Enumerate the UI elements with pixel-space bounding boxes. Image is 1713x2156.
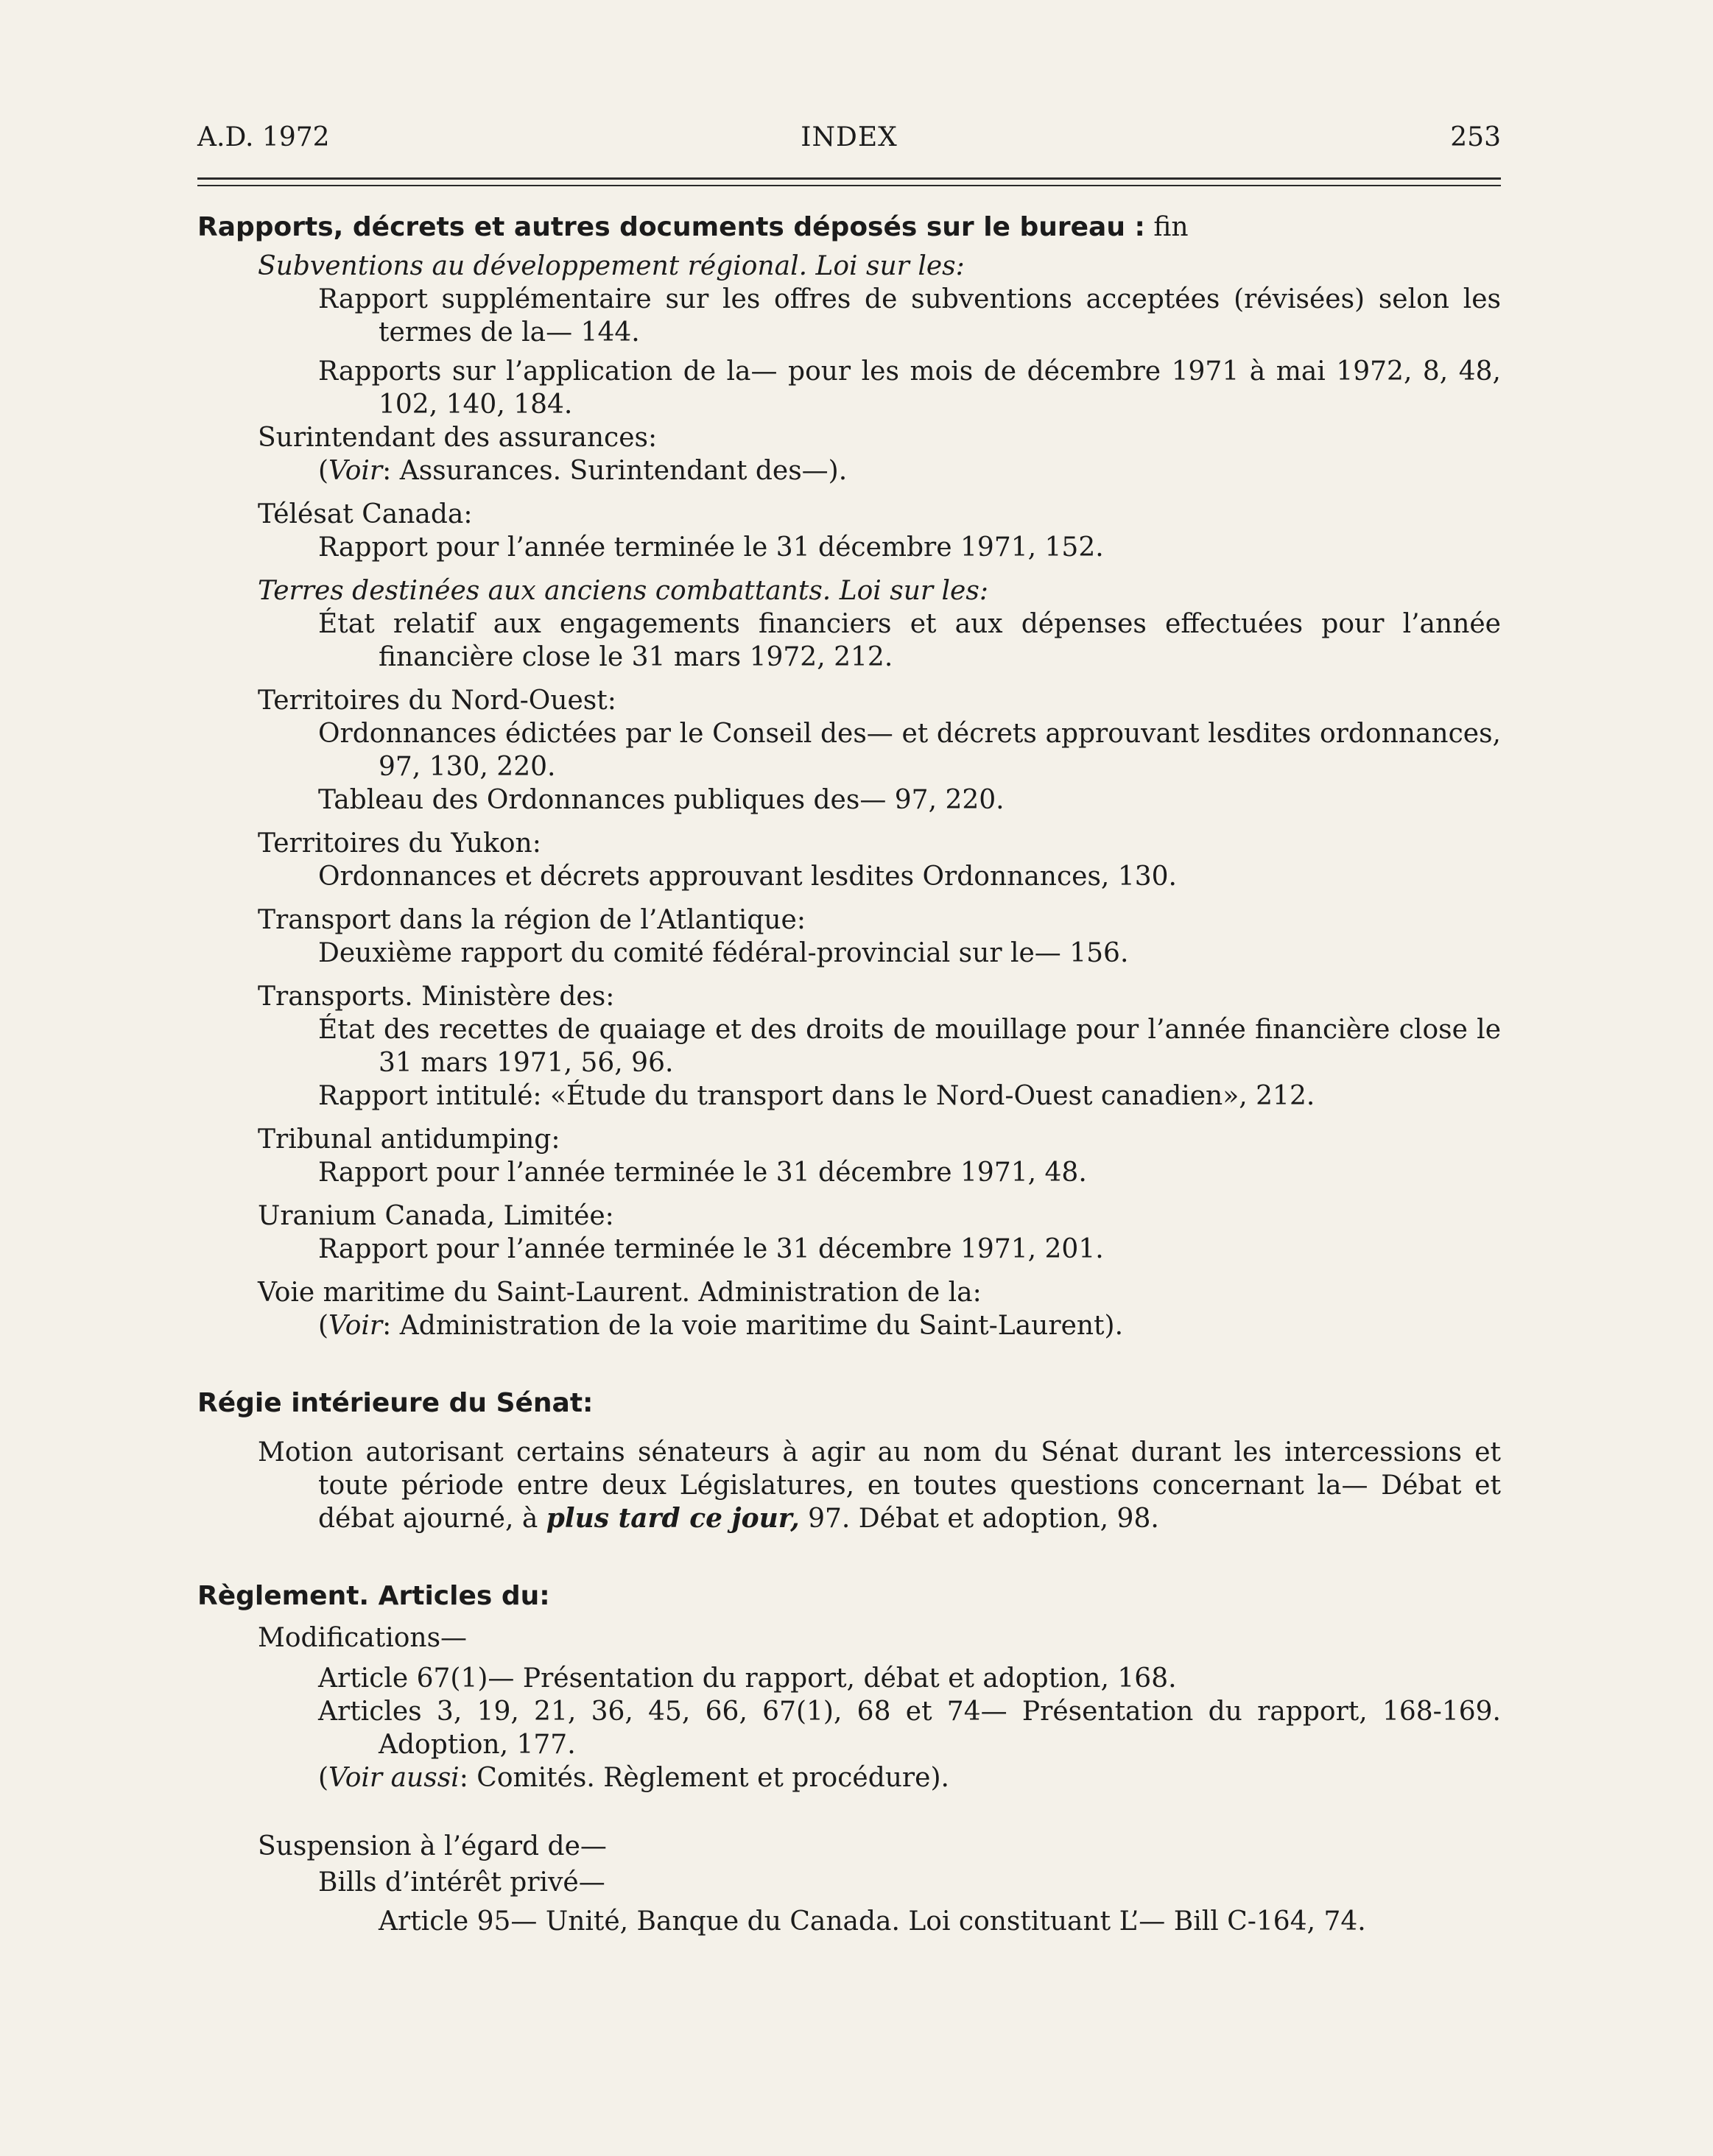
- entry-antidumping-title: Tribunal antidumping:: [258, 1124, 560, 1155]
- entry-atlantique-title: Transport dans la région de l’Atlantique:: [258, 905, 806, 935]
- entry-subventions-title: Subventions au développement régional. Loi sur les:: [258, 251, 965, 281]
- entry-articles-list: Articles 3, 19, 21, 36, 45, 66, 67(1), 68 et 74— Présentation du rapport, 168-169. Adoption, 177.: [318, 1697, 1501, 1760]
- header-rule-top: [197, 177, 1501, 180]
- voir-aussi-label: Voir aussi: [328, 1763, 460, 1793]
- entry-transports-2: Rapport intitulé: «Étude du transport dans le Nord-Ouest canadien», 212.: [318, 1081, 1315, 1111]
- section-heading-text: Rapports, décrets et autres documents déposés sur le bureau :: [197, 212, 1145, 242]
- entry-surintendant-ref: (Voir: Assurances. Surintendant des—).: [318, 456, 848, 486]
- entry-voie-title: Voie maritime du Saint-Laurent. Administration de la:: [258, 1278, 982, 1308]
- entry-transports-title: Transports. Ministère des:: [258, 982, 615, 1012]
- motion-emphasis: plus tard ce jour,: [546, 1503, 800, 1534]
- header-title: INDEX: [801, 122, 898, 152]
- entry-nord-ouest-2: Tableau des Ordonnances publiques des— 97, 220.: [318, 785, 1005, 815]
- entry-bills: Bills d’intérêt privé—: [318, 1867, 605, 1898]
- entry-suspension: Suspension à l’égard de—: [258, 1831, 607, 1861]
- entry-nord-ouest-title: Territoires du Nord-Ouest:: [258, 686, 616, 716]
- entry-terres-title: Terres destinées aux anciens combattants. Loi sur les:: [258, 576, 988, 606]
- entry-subventions-1: Rapport supplémentaire sur les offres de subventions acceptées (révisées) selon les termes de la— 144.: [318, 284, 1501, 348]
- entry-uranium-1: Rapport pour l’année terminée le 31 décembre 1971, 201.: [318, 1234, 1104, 1264]
- page-number: 253: [1450, 122, 1501, 152]
- motion-text-end: 97. Débat et adoption, 98.: [799, 1504, 1159, 1534]
- entry-atlantique-1: Deuxième rapport du comité fédéral-provincial sur le— 156.: [318, 938, 1129, 968]
- voir-label: Voir: [328, 1311, 383, 1341]
- page-header: [197, 122, 1501, 159]
- entry-nord-ouest-1: Ordonnances édictées par le Conseil des— et décrets approuvant lesdites ordonnances, 97, 130, 220.: [318, 719, 1501, 782]
- entry-terres-1: État relatif aux engagements financiers et aux dépenses effectuées pour l’année financière close le 31 mars 1972, 212.: [318, 609, 1501, 672]
- section-heading-reglement: Règlement. Articles du:: [197, 1581, 550, 1611]
- entry-subventions-2: Rapports sur l’application de la— pour les mois de décembre 1971 à mai 1972, 8, 48, 102, 140, 184.: [318, 356, 1501, 420]
- motion-text: Motion autorisant certains sénateurs à agir au nom du Sénat durant les intercessions et toute période entre deux Législatures, en toutes questions concernant la— Débat et débat ajourné, à: [258, 1437, 1501, 1534]
- entry-article-95: Article 95— Unité, Banque du Canada. Loi constituant L’— Bill C-164, 74.: [379, 1906, 1366, 1937]
- entry-telesat-title: Télésat Canada:: [258, 499, 473, 529]
- index-content: [197, 211, 1501, 1938]
- voir-ref: : Assurances. Surintendant des—).: [382, 456, 848, 486]
- entry-article-67: Article 67(1)— Présentation du rapport, débat et adoption, 168.: [318, 1663, 1177, 1694]
- entry-uranium-title: Uranium Canada, Limitée:: [258, 1201, 614, 1231]
- entry-telesat-1: Rapport pour l’année terminée le 31 décembre 1971, 152.: [318, 532, 1104, 563]
- entry-regie-motion: [197, 1436, 1501, 1535]
- entry-surintendant-title: Surintendant des assurances:: [258, 423, 658, 453]
- entry-voir-aussi: (Voir aussi: Comités. Règlement et procédure).: [318, 1763, 949, 1793]
- entry-transports-1: État des recettes de quaiage et des droits de mouillage pour l’année financière close le 31 mars 1971, 56, 96.: [318, 1015, 1501, 1078]
- voir-aussi-ref: : Comités. Règlement et procédure).: [459, 1763, 949, 1793]
- entry-voie-ref: (Voir: Administration de la voie maritime du Saint-Laurent).: [318, 1311, 1124, 1341]
- section-heading-tail: fin: [1144, 212, 1189, 242]
- voir-ref: : Administration de la voie maritime du Saint-Laurent).: [382, 1311, 1124, 1341]
- entry-antidumping-1: Rapport pour l’année terminée le 31 décembre 1971, 48.: [318, 1158, 1087, 1188]
- section-heading-regie: Régie intérieure du Sénat:: [197, 1388, 594, 1418]
- entry-yukon-title: Territoires du Yukon:: [258, 828, 541, 859]
- voir-label: Voir: [328, 456, 383, 486]
- section-heading-rapports: [197, 211, 1501, 244]
- entry-yukon-1: Ordonnances et décrets approuvant lesdites Ordonnances, 130.: [318, 862, 1177, 892]
- header-year: A.D. 1972: [197, 122, 330, 152]
- entry-modifications: Modifications—: [258, 1623, 468, 1653]
- header-rule-bottom: [197, 185, 1501, 186]
